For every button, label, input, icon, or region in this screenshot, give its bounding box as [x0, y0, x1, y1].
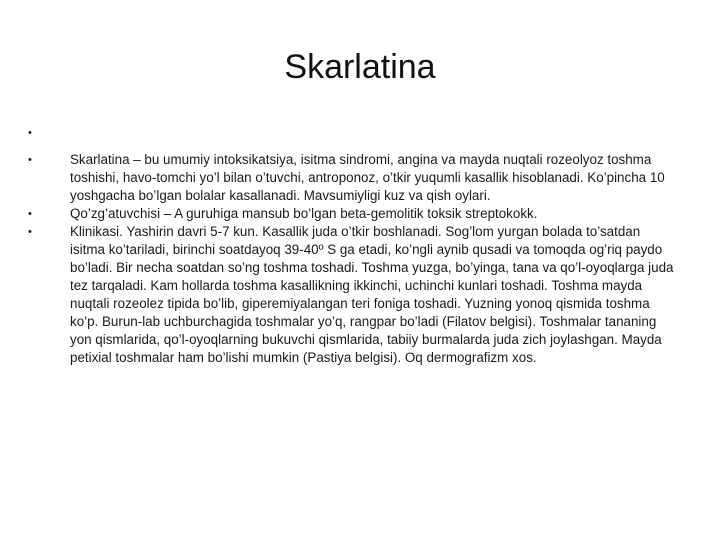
bullet-item-definition [28, 151, 678, 205]
bullet-list [28, 124, 678, 367]
slide-title: Skarlatina [284, 48, 436, 86]
bullet-item-clinical [28, 223, 678, 367]
bullet-icon: • [28, 154, 32, 166]
bullet-text: Klinikasi. Yashirin davri 5-7 kun. Kasallik juda o’tkir boshlanadi. Sog’lom yurgan bolada to’satdan isitma ko’tariladi, birinchi soatdayoq 39-40º S ga etadi, ko’ngli aynib qusadi va tomoqda og’riq paydo bo’ladi. Bir necha soatdan so’ng toshma toshadi. Toshma yuzga, bo’yinga, tana va qo’l-oyoqlarga juda tez tarqaladi. Kam hollarda toshma kasallikning ikkinchi, uchinchi kunlari toshadi. Toshma mayda nuqtali rozeolez tipida bo’lib, giperemiyalangan teri foniga toshadi. Yuzning yonoq qismida toshma ko’p. Burun-lab uchburchagida toshmalar yo’q, rangpar bo’ladi (Filatov belgisi). Toshmalar tananing yon qismlarida, qo’l-oyoqlarning bukuvchi qismlarida, tabiiy burmalarda juda zich joylashgan. Mayda petixial toshmalar ham bo’lishi mumkin (Pastiya belgisi). Oq dermografizm xos. [70, 224, 674, 365]
bullet-text: Skarlatina – bu umumiy intoksikatsiya, isitma sindromi, angina va mayda nuqtali rozeolyoz toshma toshishi, havo-tomchi yo’l bilan o’tuvchi, antroponoz, o’tkir yuqumli kasallik hisoblanadi. Ko’pincha 10 yoshgacha bo’lgan bolalar kasallanadi. Mavsumiyligi kuz va qish oylari. [70, 152, 665, 203]
bullet-icon: • [28, 226, 32, 238]
bullet-item-pathogen [28, 205, 678, 223]
bullet-icon: • [28, 208, 32, 220]
bullet-text: Qo’zg’atuvchisi – A guruhiga mansub bo’lgan beta-gemolitik toksik streptokokk. [70, 206, 538, 221]
bullet-icon: • [28, 127, 32, 139]
bullet-item-empty [28, 124, 678, 142]
